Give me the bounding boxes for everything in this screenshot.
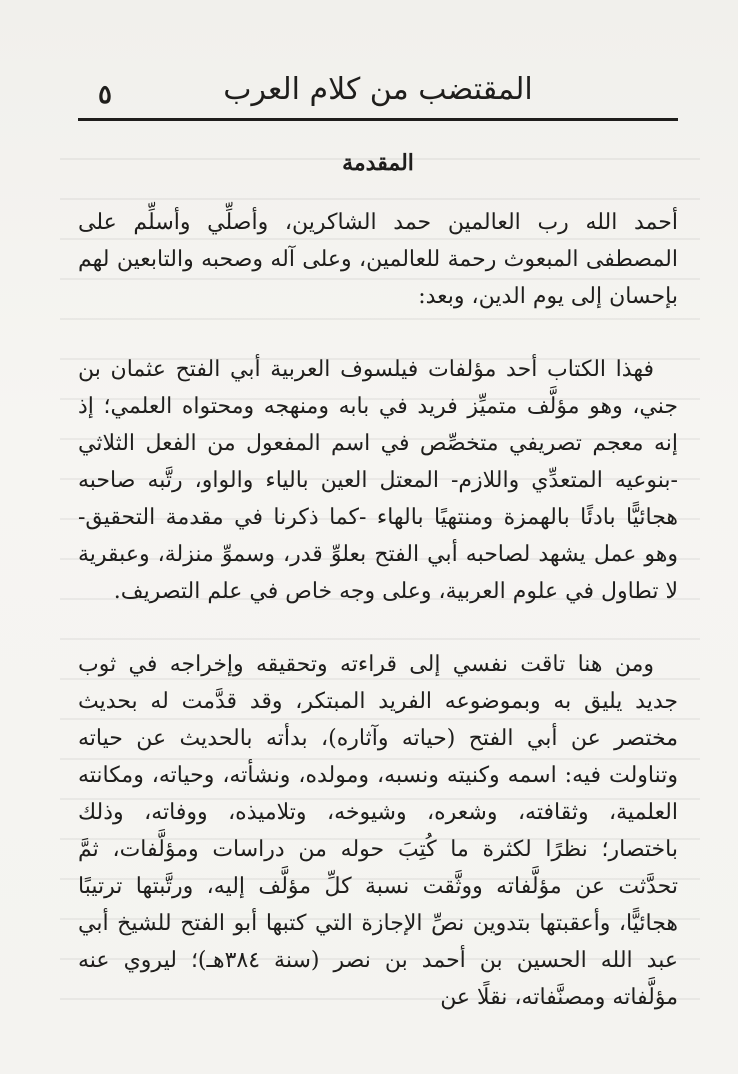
page-body: [78, 148, 678, 1016]
section-title: المقدمة: [342, 150, 414, 176]
paragraph-work-description: ومن هنا تاقت نفسي إلى قراءته وتحقيقه وإخراجه في ثوب جديد يليق به وبموضوعه الفريد المبتكر، وقد قدَّمت له بحديث مختصر عن أبي الفتح (حياته وآثاره)، بدأته بالحديث عن حياته وتناولت فيه: اسمه وكنيته ونسبه، ومولده، ونشأته، وحياته، ومكانته العلمية، وثقافته، وشعره، وشيوخه، وتلاميذه، ووفاته، وذلك باختصار؛ نظرًا لكثرة ما كُتِبَ حوله من دراسات ومؤلَّفات، ثمَّ تحدَّثت عن مؤلَّفاته ووثَّقت نسبة كلِّ مؤلَّف إليه، ورتَّبتها ترتيبًا هجائيًّا، وأعقبتها بتدوين نصِّ الإجازة التي كتبها أبو الفتح للشيخ أبي عبد الله الحسين بن أحمد بن نصر (سنة ٣٨٤هـ)؛ ليروي عنه مؤلَّفاته ومصنَّفاته، نقلًا عن: [78, 652, 678, 1010]
page-header: [78, 70, 678, 120]
paragraph-opening: أحمد الله رب العالمين حمد الشاكرين، وأصلِّي وأسلِّم على المصطفى المبعوث رحمة للعالمين، وعلى آله وصحبه والتابعين لهم بإحسان إلى يوم الدين، وبعد:: [78, 210, 678, 309]
running-title: المقتضب من كلام العرب: [223, 72, 533, 107]
page-number: ٥: [98, 80, 112, 110]
header-rule: [78, 118, 678, 121]
paragraph-book-description: فهذا الكتاب أحد مؤلفات فيلسوف العربية أبي الفتح عثمان بن جني، وهو مؤلَّف متميِّز فريد في بابه ومنهجه ومحتواه العلمي؛ إذ إنه معجم تصريفي متخصِّص في اسم المفعول من الفعل الثلاثي -بنوعيه المتعدِّي واللازم- المعتل العين بالياء والواو، رتَّبه صاحبه هجائيًّا بادئًا بالهمزة ومنتهيًا بالهاء -كما ذكرنا في مقدمة التحقيق- وهو عمل يشهد لصاحبه أبي الفتح بعلوِّ قدر، وسموِّ منزلة، وعبقرية لا تطاول في علوم العربية، وعلى وجه خاص في علم التصريف.: [78, 357, 678, 604]
